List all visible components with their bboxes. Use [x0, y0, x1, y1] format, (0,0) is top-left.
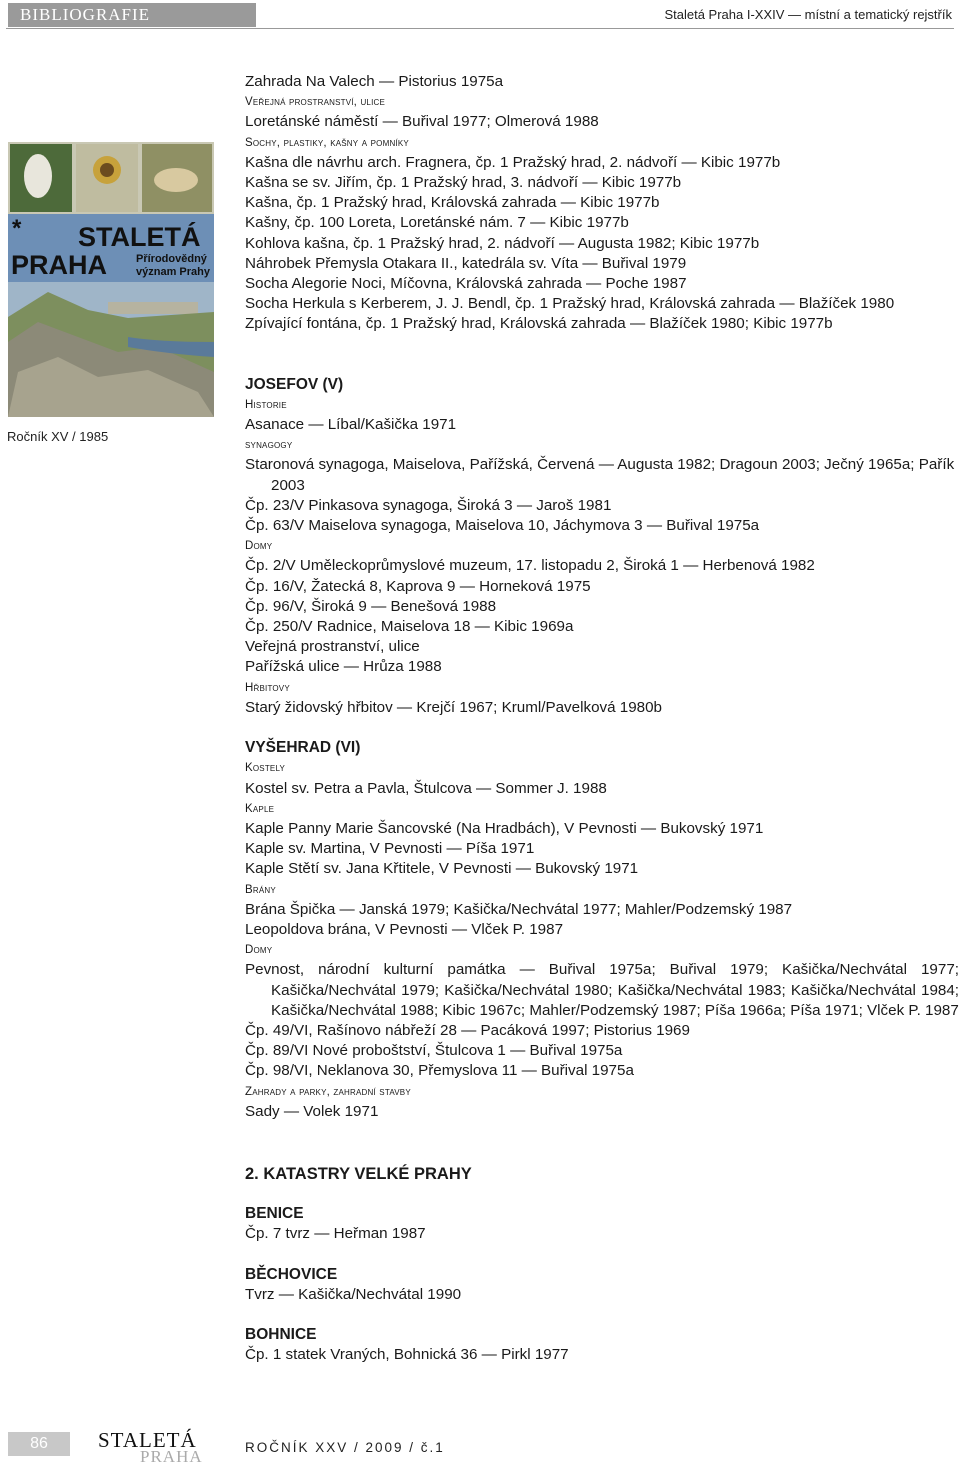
entry: Zpívající fontána, čp. 1 Pražský hrad, Královská zahrada — Blažíček 1980; Kibic 1977b	[245, 315, 833, 333]
category-heading: Zahrady a parky, zahradní stavby	[245, 1085, 411, 1098]
district-heading: BENICE	[245, 1205, 304, 1223]
district-heading: BĚCHOVICE	[245, 1265, 338, 1283]
entry: Kostel sv. Petra a Pavla, Štulcova — Sommer J. 1988	[245, 779, 607, 797]
category-heading: Historie	[245, 398, 287, 411]
district-heading: BOHNICE	[245, 1325, 317, 1343]
entry: Pevnost, národní kulturní památka — Buřival 1975a; Buřival 1979; Kašička/Nechvátal 1977; Kašička/Nechvátal 1979; Kašička/Nechvátal 1980; Kašička/Nechvátal 1983; Kašička/Nechvátal 1984; Kašička/Nechvátal 1988; Kibic 1967c; Mahler/Podzemský 1987; Píša 1966a; Píša 1971; Vlček P. 1987	[245, 961, 959, 1019]
footer-logo-line2: PRAHA	[140, 1447, 203, 1466]
section-label: BIBLIOGRAFIE	[8, 3, 256, 27]
entry: Kaple Panny Marie Šancovské (Na Hradbách), V Pevnosti — Bukovský 1971	[245, 819, 764, 837]
entry: Čp. 96/V, Široká 9 — Benešová 1988	[245, 597, 497, 615]
entry: Sady — Volek 1971	[245, 1102, 379, 1120]
journal-cover-image	[8, 142, 214, 417]
section-heading: 2. KATASTRY VELKÉ PRAHY	[245, 1164, 472, 1183]
entry: Pařížská ulice — Hrůza 1988	[245, 658, 442, 676]
entry: Čp. 49/VI, Rašínovo nábřeží 28 — Pacáková 1997; Pistorius 1969	[245, 1021, 690, 1039]
entry: Čp. 2/V Uměleckoprůmyslové muzeum, 17. listopadu 2, Široká 1 — Herbenová 1982	[245, 557, 815, 575]
footer-logo-line1: STALETÁ	[98, 1428, 197, 1452]
entry: Čp. 89/VI Nové proboštství, Štulcova 1 — Buřival 1975a	[245, 1042, 623, 1060]
entry: Čp. 98/VI, Neklanova 30, Přemyslova 11 — Buřival 1975a	[245, 1062, 634, 1080]
entry: Čp. 7 tvrz — Heřman 1987	[245, 1225, 426, 1243]
district-heading: JOSEFOV (V)	[245, 375, 344, 393]
entry: Čp. 23/V Pinkasova synagoga, Široká 3 — Jaroš 1981	[245, 496, 612, 514]
entry: Socha Herkula s Kerberem, J. J. Bendl, čp. 1 Pražský hrad, Královská zahrada — Blažíček 1980	[245, 295, 895, 313]
cover-caption: Ročník XV / 1985	[7, 429, 109, 444]
page-number: 86	[8, 1432, 70, 1456]
entry: Čp. 250/V Radnice, Maiselova 18 — Kibic 1969a	[245, 618, 574, 636]
entry: Čp. 1 statek Vraných, Bohnická 36 — Pirkl 1977	[245, 1346, 569, 1364]
category-heading: Brány	[245, 883, 276, 896]
page-header	[4, 0, 956, 30]
entry: Starý židovský hřbitov — Krejčí 1967; Kruml/Pavelková 1980b	[245, 698, 663, 716]
category-heading: synagogy	[245, 439, 293, 452]
entry: Kašna se sv. Jiřím, čp. 1 Pražský hrad, 3. nádvoří — Kibic 1977b	[245, 174, 682, 192]
category-heading: Hřbitovy	[245, 681, 290, 694]
category-heading: Domy	[245, 944, 273, 957]
entry: Kaple Stětí sv. Jana Křtitele, V Pevnosti — Bukovský 1971	[245, 860, 639, 878]
entry: Tvrz — Kašička/Nechvátal 1990	[245, 1285, 462, 1303]
category-heading: Kostely	[245, 762, 286, 775]
entry: Asanace — Líbal/Kašička 1971	[245, 416, 457, 434]
entry: Socha Alegorie Noci, Míčovna, Královská zahrada — Poche 1987	[245, 275, 687, 293]
entry: Kaple sv. Martina, V Pevnosti — Píša 1971	[245, 840, 535, 858]
entry: Náhrobek Přemysla Otakara II., katedrála sv. Víta — Buřival 1979	[245, 254, 687, 272]
district-heading: VYŠEHRAD (VI)	[245, 739, 361, 757]
entry: Brána Špička — Janská 1979; Kašička/Nechvátal 1977; Mahler/Podzemský 1987	[245, 900, 793, 918]
cover-subtitle-line2: význam Prahy	[136, 266, 210, 278]
index-column	[245, 72, 959, 1365]
category-heading: Kaple	[245, 802, 275, 815]
entry: Loretánské náměstí — Buřival 1977; Olmerová 1988	[245, 113, 599, 131]
page-footer	[0, 1420, 960, 1469]
entry: Staronová synagoga, Maiselova, Pařížská, Červená — Augusta 1982; Dragoun 2003; Ječný 1965a; Pařík 2003	[245, 456, 955, 494]
entry: Kašna dle návrhu arch. Fragnera, čp. 1 Pražský hrad, 2. nádvoří — Kibic 1977b	[245, 153, 781, 171]
entry: Veřejná prostranství, ulice	[245, 638, 420, 656]
cover-title-line1: STALETÁ	[78, 222, 201, 252]
cover-star: *	[12, 215, 22, 242]
category-heading: Domy	[245, 540, 273, 553]
running-title: Staletá Praha I-XXIV — místní a tematický rejstřík	[664, 7, 952, 22]
entry: Leopoldova brána, V Pevnosti — Vlček P. 1987	[245, 920, 564, 938]
issue-label: ROČNÍK XXV / 2009 / č.1	[245, 1440, 445, 1455]
cover-subtitle-line1: Přírodovědný	[136, 253, 207, 265]
category-heading: Sochy, plastiky, kašny a pomníky	[245, 136, 409, 149]
header-divider	[6, 28, 954, 29]
entry: Čp. 16/V, Žatecká 8, Kaprova 9 — Horneková 1975	[245, 577, 591, 595]
entry: Kašna, čp. 1 Pražský hrad, Královská zahrada — Kibic 1977b	[245, 194, 660, 212]
entry: Zahrada Na Valech — Pistorius 1975a	[245, 73, 504, 90]
entry: Kašny, čp. 100 Loreta, Loretánské nám. 7 — Kibic 1977b	[245, 214, 629, 232]
category-heading: Veřejná prostranství, ulice	[245, 96, 386, 109]
entry: Čp. 63/V Maiselova synagoga, Maiselova 10, Jáchymova 3 — Buřival 1975a	[245, 517, 760, 535]
entry: Kohlova kašna, čp. 1 Pražský hrad, 2. nádvoří — Augusta 1982; Kibic 1977b	[245, 234, 760, 252]
cover-title-line2: PRAHA	[11, 250, 108, 280]
